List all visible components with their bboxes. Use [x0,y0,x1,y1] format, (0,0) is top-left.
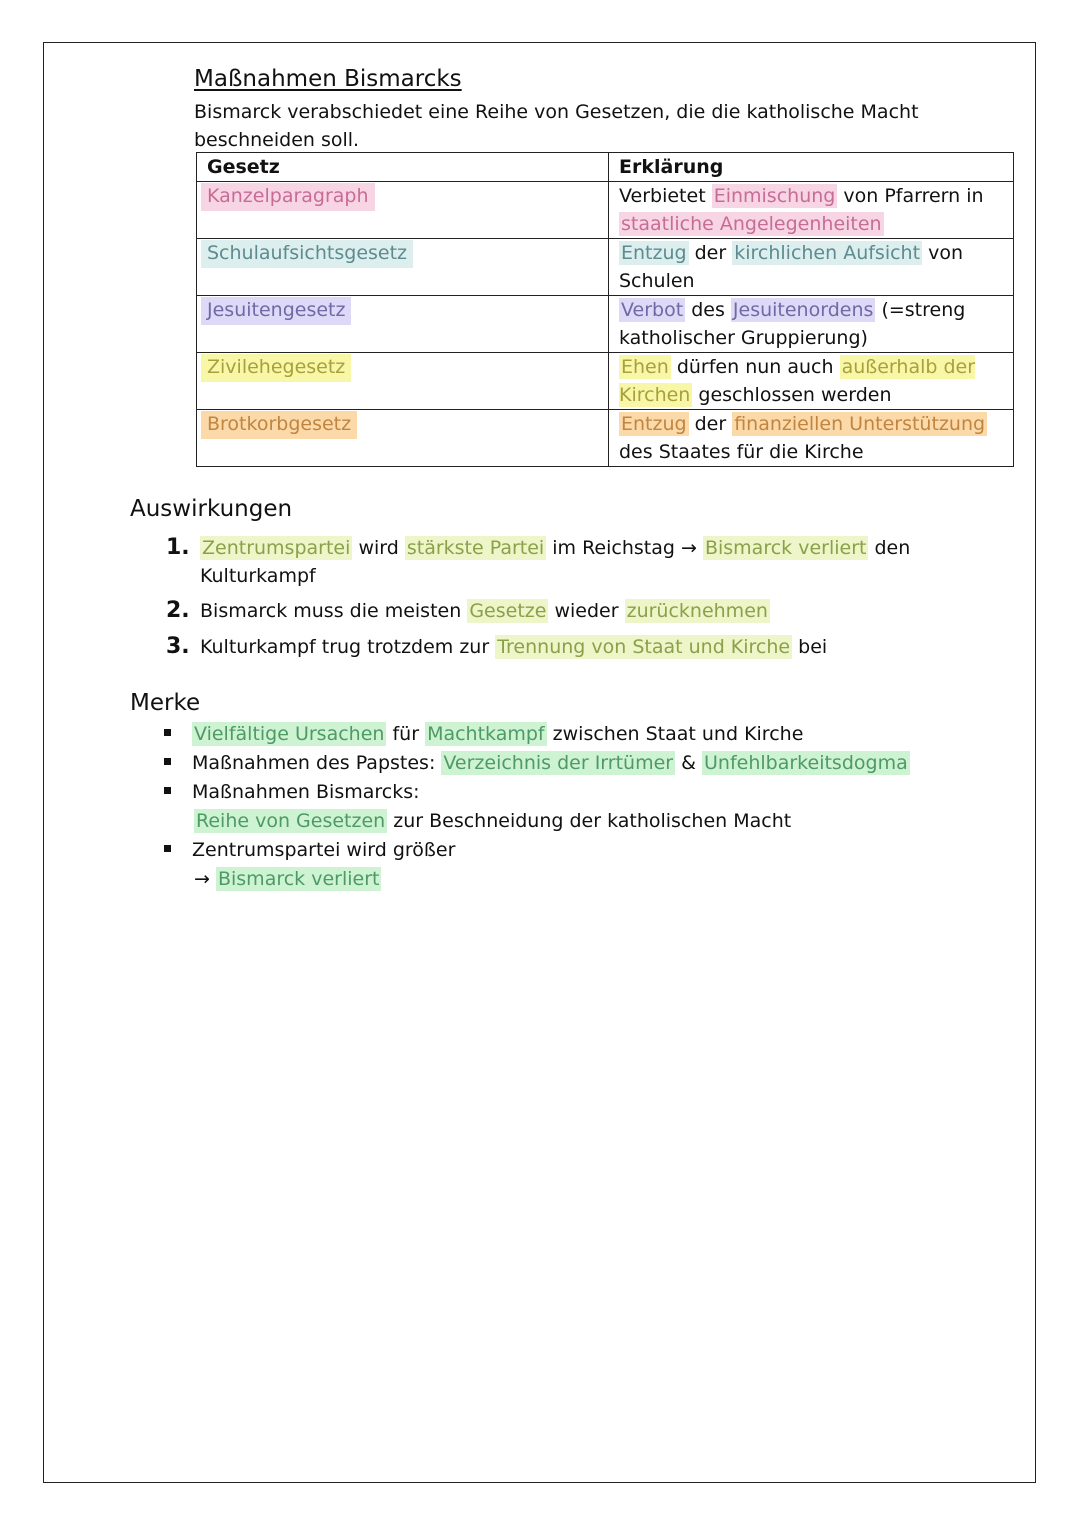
explanation-cell: Ehen dürfen nun auch außerhalb der Kirchen geschlossen werden [609,353,1014,410]
bullet-item: Vielfältige Ursachen für Machtkampf zwischen Staat und Kirche [164,720,803,749]
law-name: Jesuitengesetz [201,297,351,325]
law-cell [197,296,609,353]
explanation-cell: Entzug der finanziellen Unterstützung des Staates für die Kirche [609,410,1014,467]
bullet-item: Maßnahmen Bismarcks: [164,778,420,807]
table-row [197,296,1014,353]
table-row [197,239,1014,296]
bullet-icon [164,729,171,736]
bullet-item: Zentrumspartei wird größer [164,836,455,865]
bullet-icon [164,845,171,852]
explanation-cell: Entzug der kirchlichen Aufsicht von Schulen [609,239,1014,296]
laws-table [196,152,1014,467]
list-item: 2. Bismarck muss die meisten Gesetze wieder zurücknehmen [166,598,768,623]
bullet-continuation: Reihe von Gesetzen zur Beschneidung der katholischen Macht [196,810,792,832]
law-cell [197,239,609,296]
column-header-explanation: Erklärung [609,153,1014,182]
arrow-icon: → [194,868,216,890]
bullet-item: Maßnahmen des Papstes: Verzeichnis der Irrtümer & Unfehlbarkeitsdogma [164,749,910,778]
law-cell [197,182,609,239]
law-name: Brotkorbgesetz [201,411,357,439]
intro-text: Bismarck verabschiedet eine Reihe von Gesetzen, die die katholische Macht beschneiden soll. [194,101,919,151]
effects-heading: Auswirkungen [130,496,293,522]
law-name: Zivilehegesetz [201,354,351,382]
law-name: Schulaufsichtsgesetz [201,240,413,268]
list-item: 1. Zentrumspartei wird stärkste Partei im Reichstag → Bismarck verliert den Kulturkampf [166,535,911,587]
explanation-cell: Verbot des Jesuitenordens (=streng katholischer Gruppierung) [609,296,1014,353]
bullet-icon [164,758,171,765]
section-title: Maßnahmen Bismarcks [194,66,462,92]
bullet-continuation: → Bismarck verliert [194,868,380,890]
table-header-row [197,153,1014,182]
remember-heading: Merke [130,690,201,716]
bullet-icon [164,787,171,794]
table-row [197,410,1014,467]
list-item: 3. Kulturkampf trug trotzdem zur Trennung von Staat und Kirche bei [166,634,828,659]
table-row [197,353,1014,410]
law-cell [197,353,609,410]
law-cell [197,410,609,467]
table-row [197,182,1014,239]
column-header-law: Gesetz [197,153,609,182]
explanation-cell: Verbietet Einmischung von Pfarrern in staatliche Angelegenheiten [609,182,1014,239]
law-name: Kanzelparagraph [201,183,375,211]
